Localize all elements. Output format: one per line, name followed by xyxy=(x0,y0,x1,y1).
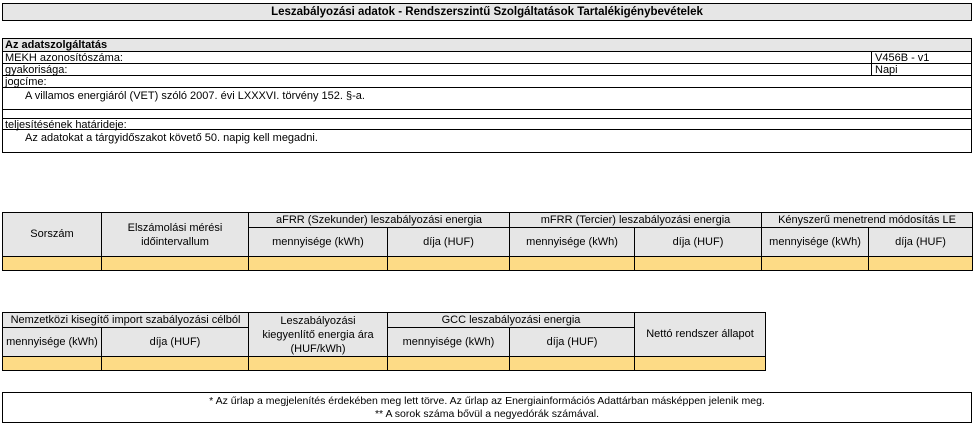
col-afrr: aFRR (Szekunder) leszabályozási energia xyxy=(249,213,510,228)
col-mfrr-fee: díja (HUF) xyxy=(635,228,762,257)
input-cell[interactable] xyxy=(388,357,510,371)
mekh-id-label: MEKH azonosítószáma: xyxy=(5,52,123,64)
col-gcc-qty: mennyisége (kWh) xyxy=(388,328,510,357)
table-row xyxy=(3,357,766,371)
input-cell[interactable] xyxy=(635,357,766,371)
col-sorszam: Sorszám xyxy=(3,213,102,257)
legal-basis-label: jogcíme: xyxy=(3,76,971,88)
col-forced-qty: mennyisége (kWh) xyxy=(762,228,869,257)
input-cell[interactable] xyxy=(388,257,510,271)
input-cell[interactable] xyxy=(3,357,102,371)
input-cell[interactable] xyxy=(510,357,635,371)
input-cell[interactable] xyxy=(102,357,249,371)
col-gcc: GCC leszabályozási energia xyxy=(388,313,635,328)
mekh-id-row xyxy=(3,52,971,64)
legal-basis-text: A villamos energiáról (VET) szóló 2007. évi LXXXVI. törvény 152. §-a. xyxy=(3,88,971,110)
col-net-state: Nettó rendszer állapot xyxy=(635,313,766,357)
frequency-label: gyakorisága: xyxy=(5,64,68,76)
col-intl-qty: mennyisége (kWh) xyxy=(3,328,102,357)
col-intl-fee: díja (HUF) xyxy=(102,328,249,357)
col-balancing-price: Leszabályozási kiegyenlítő energia ára (HUF/kWh) xyxy=(249,313,388,357)
input-cell[interactable] xyxy=(510,257,635,271)
footnote-line-1: * Az űrlap a megjelenítés érdekében meg lett törve. Az űrlap az Energiainformációs Adattárban másképpen jelenik meg. xyxy=(209,395,765,407)
col-afrr-qty: mennyisége (kWh) xyxy=(249,228,388,257)
frequency-value: Napi xyxy=(871,64,971,75)
page-title: Leszabályozási adatok - Rendszerszintű Szolgáltatások Tartalékigénybevételek xyxy=(2,3,972,21)
col-interval: Elszámolási mérési időintervallum xyxy=(102,213,249,257)
frequency-row xyxy=(3,64,971,76)
col-mfrr: mFRR (Tercier) leszabályozási energia xyxy=(510,213,762,228)
input-cell[interactable] xyxy=(249,357,388,371)
table-row xyxy=(3,257,973,271)
col-forced-fee: díja (HUF) xyxy=(869,228,973,257)
input-cell[interactable] xyxy=(869,257,973,271)
footnote xyxy=(2,392,972,423)
spacer xyxy=(3,110,971,118)
deadline-text: Az adatokat a tárgyidőszakot követő 50. napig kell megadni. xyxy=(25,132,318,144)
input-cell[interactable] xyxy=(249,257,388,271)
col-forced: Kényszerű menetrend módosítás LE xyxy=(762,213,973,228)
data-service-info xyxy=(2,38,972,153)
deadline-label: teljesítésének határideje: xyxy=(3,118,971,130)
col-gcc-fee: díja (HUF) xyxy=(510,328,635,357)
input-cell[interactable] xyxy=(102,257,249,271)
col-mfrr-qty: mennyisége (kWh) xyxy=(510,228,635,257)
input-cell[interactable] xyxy=(635,257,762,271)
reserve-table-2 xyxy=(2,312,766,371)
input-cell[interactable] xyxy=(762,257,869,271)
footnote-line-2: ** A sorok száma bővül a negyedórák számával. xyxy=(374,408,600,420)
col-afrr-fee: díja (HUF) xyxy=(388,228,510,257)
col-intl-import: Nemzetközi kisegítő import szabályozási célból xyxy=(3,313,249,328)
input-cell[interactable] xyxy=(3,257,102,271)
reserve-table-1 xyxy=(2,212,973,271)
section-header: Az adatszolgáltatás xyxy=(3,39,971,52)
mekh-id-value: V456B - v1 xyxy=(871,52,971,63)
